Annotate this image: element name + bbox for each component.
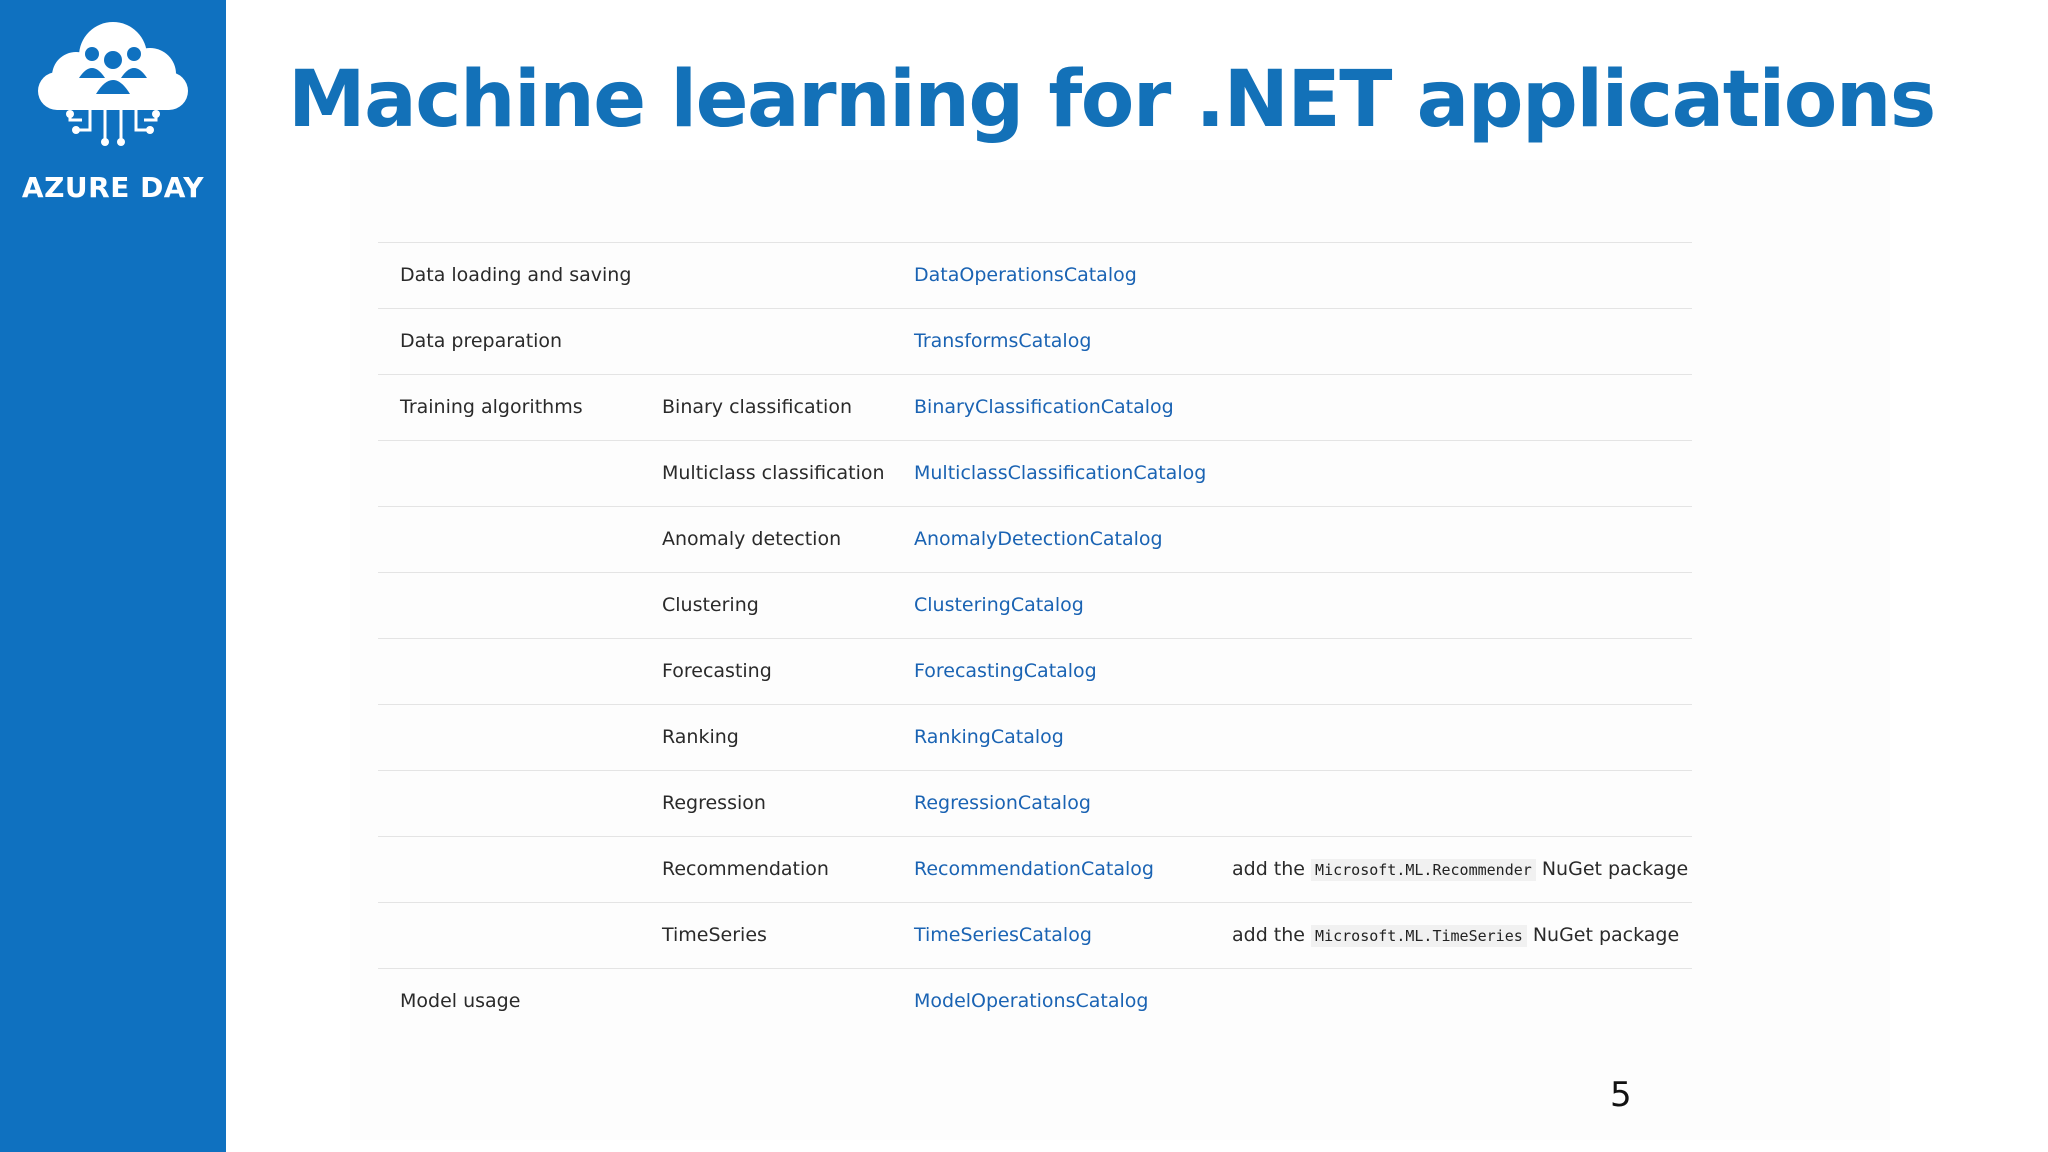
package-note	[1232, 837, 1688, 903]
area-cell: Training algorithms	[400, 396, 583, 418]
note-prefix: add the	[1232, 858, 1305, 880]
table-row	[378, 374, 1692, 440]
table-row	[378, 572, 1692, 638]
catalog-link[interactable]: BinaryClassificationCatalog	[914, 396, 1174, 418]
catalog-link[interactable]: RecommendationCatalog	[914, 858, 1154, 880]
package-name-code: Microsoft.ML.TimeSeries	[1311, 925, 1527, 947]
table-row	[378, 242, 1692, 308]
catalog-link[interactable]: AnomalyDetectionCatalog	[914, 528, 1163, 550]
catalog-link[interactable]: MulticlassClassificationCatalog	[914, 462, 1207, 484]
task-cell: Ranking	[662, 726, 739, 748]
area-cell: Data loading and saving	[400, 264, 632, 286]
catalog-link[interactable]: DataOperationsCatalog	[914, 264, 1137, 286]
table-row	[378, 506, 1692, 572]
slide-title: Machine learning for .NET applications	[288, 55, 1935, 145]
note-suffix: NuGet package	[1532, 924, 1680, 946]
catalog-link[interactable]: RegressionCatalog	[914, 792, 1091, 814]
table-row	[378, 836, 1692, 902]
task-cell: Multiclass classification	[662, 462, 885, 484]
package-name-code: Microsoft.ML.Recommender	[1311, 859, 1536, 881]
table-row	[378, 440, 1692, 506]
task-cell: Regression	[662, 792, 766, 814]
brand-sidebar	[0, 0, 226, 1152]
catalog-link[interactable]: TransformsCatalog	[914, 330, 1092, 352]
table-row	[378, 704, 1692, 770]
task-cell: Recommendation	[662, 858, 829, 880]
note-prefix: add the	[1232, 924, 1305, 946]
catalog-link[interactable]: TimeSeriesCatalog	[914, 924, 1092, 946]
area-cell: Model usage	[400, 990, 521, 1012]
table-row	[378, 770, 1692, 836]
catalog-link[interactable]: RankingCatalog	[914, 726, 1064, 748]
package-note	[1232, 903, 1679, 969]
table-row	[378, 638, 1692, 704]
catalog-link[interactable]: ModelOperationsCatalog	[914, 990, 1149, 1012]
task-cell: TimeSeries	[662, 924, 767, 946]
ml-catalog-table	[378, 242, 1692, 1034]
brand-logo-text: AZURE DAY	[21, 171, 205, 204]
task-cell: Binary classification	[662, 396, 852, 418]
azure-day-cloud-icon	[30, 14, 196, 154]
area-cell: Data preparation	[400, 330, 563, 352]
task-cell: Anomaly detection	[662, 528, 842, 550]
task-cell: Forecasting	[662, 660, 772, 682]
table-row	[378, 968, 1692, 1034]
table-row	[378, 308, 1692, 374]
note-suffix: NuGet package	[1541, 858, 1689, 880]
task-cell: Clustering	[662, 594, 759, 616]
catalog-link[interactable]: ClusteringCatalog	[914, 594, 1084, 616]
page-number: 5	[1610, 1075, 1632, 1115]
catalog-link[interactable]: ForecastingCatalog	[914, 660, 1097, 682]
table-row	[378, 902, 1692, 968]
